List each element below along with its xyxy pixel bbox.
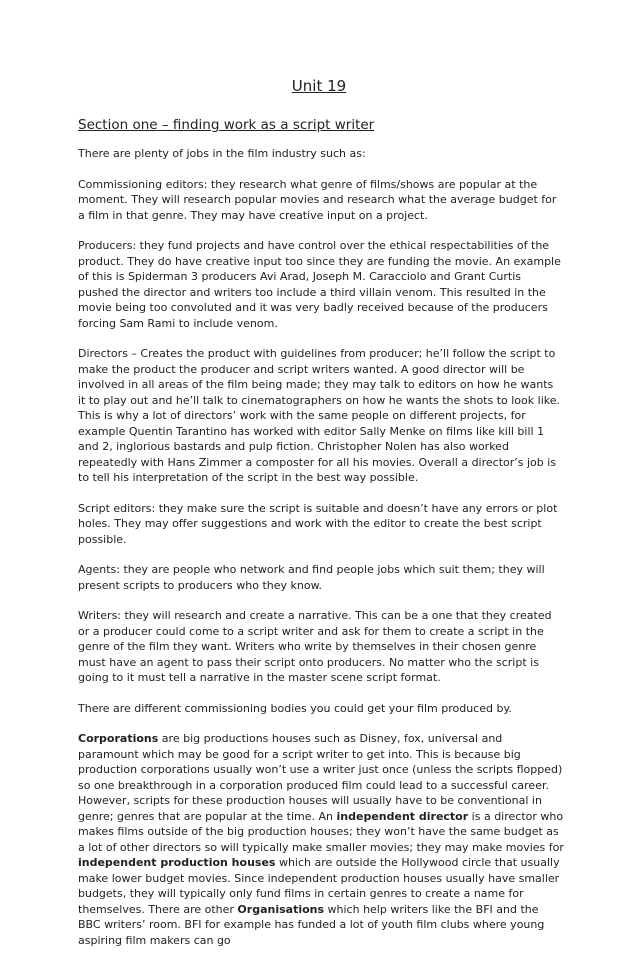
term-independent-director: independent director	[336, 809, 469, 823]
script-editors-paragraph: Script editors: they make sure the script is suitable and doesn’t have any errors or plot holes. They may offer suggestions and work with the editor to create the best script possible.	[78, 501, 558, 546]
agents-paragraph: Agents: they are people who network and find people jobs which suit them; they will present scripts to producers who they know.	[78, 563, 545, 592]
intro-paragraph: There are plenty of jobs in the film industry such as:	[78, 147, 366, 160]
section-heading: Section one – finding work as a script writer	[78, 117, 375, 133]
corporations-text-1: are big productions houses such as Disney, fox, universal and paramount which may be good for a script writer to get into. This is because big production corporations usually won’t use a writer just once (unless the scripts flopped) so one breakthrough in a corporation produced film could lead to a successful career. However, scripts for these production houses will usually have to be conventional in genre; genres that are popular at the time. An	[78, 732, 563, 823]
commissioning-editors-paragraph: Commissioning editors: they research what genre of films/shows are popular at the moment. They will research popular movies and research what the average budget for a film in that genre. They may have creative input on a project.	[78, 177, 557, 222]
writers-paragraph: Writers: they will research and create a narrative. This can be a one that they created or a producer could come to a script writer and ask for them to create a script in the genre of the film they want. Writers who write by themselves in their chosen genre must have an agent to pass their script onto producers. No matter who the script is going to it must tell a narrative in the master scene script format.	[78, 609, 552, 684]
producers-paragraph: Producers: they fund projects and have control over the ethical respectabilities of the product. They do have creative input too since they are funding the movie. An example of this is Spiderman 3 producers Avi Arad, Joseph M. Caracciolo and Grant Curtis pushed the director and writers too include a third villain venom. This resulted in the movie being too convoluted and it was very badly received because of the producers forcing Sam Rami to include venom.	[78, 239, 561, 330]
document-body	[78, 146, 564, 963]
term-organisations: Organisations	[237, 902, 325, 916]
corporations-paragraph	[78, 731, 564, 948]
term-corporations: Corporations	[78, 732, 159, 745]
page-title: Unit 19	[291, 77, 347, 95]
commissioning-bodies-paragraph: There are different commissioning bodies you could get your film produced by.	[78, 701, 512, 715]
term-independent-production-houses: independent production houses	[78, 856, 276, 869]
corporations-text-3: which are outside the Hollywood circle that usually make lower budget movies. Since independent production houses usually have smaller budgets, they will typically only fund films in certain genres to create a name for themselves. There are other	[78, 856, 560, 916]
directors-paragraph: Directors – Creates the product with guidelines from producer; he’ll follow the script to make the product the producer and script writers wanted. A good director will be involved in all areas of the film being made; they may talk to editors on how he wants it to play out and he’ll talk to cinematographers on how he wants the shots to look like. This is why a lot of directors’ work with the same people on different projects, for example Quentin Tarantino has worked with editor Sally Menke on films like kill bill 1 and 2, inglorious bastards and pulp fiction. Christopher Nolen has also worked repeatedly with Hans Zimmer a composter for all his movies. Overall a director’s job is to tell his interpretation of the script in the best way possible.	[78, 347, 560, 484]
corporations-text-4: which help writers like the BFI and the BBC writers’ room. BFI for example has funded a lot of youth film clubs where young aspiring film makers can go	[78, 902, 545, 947]
corporations-text-2: is a director who makes films outside of the big production houses; they won’t have the same budget as a lot of other directors so will typically make smaller movies; they may make movies for	[78, 809, 564, 854]
